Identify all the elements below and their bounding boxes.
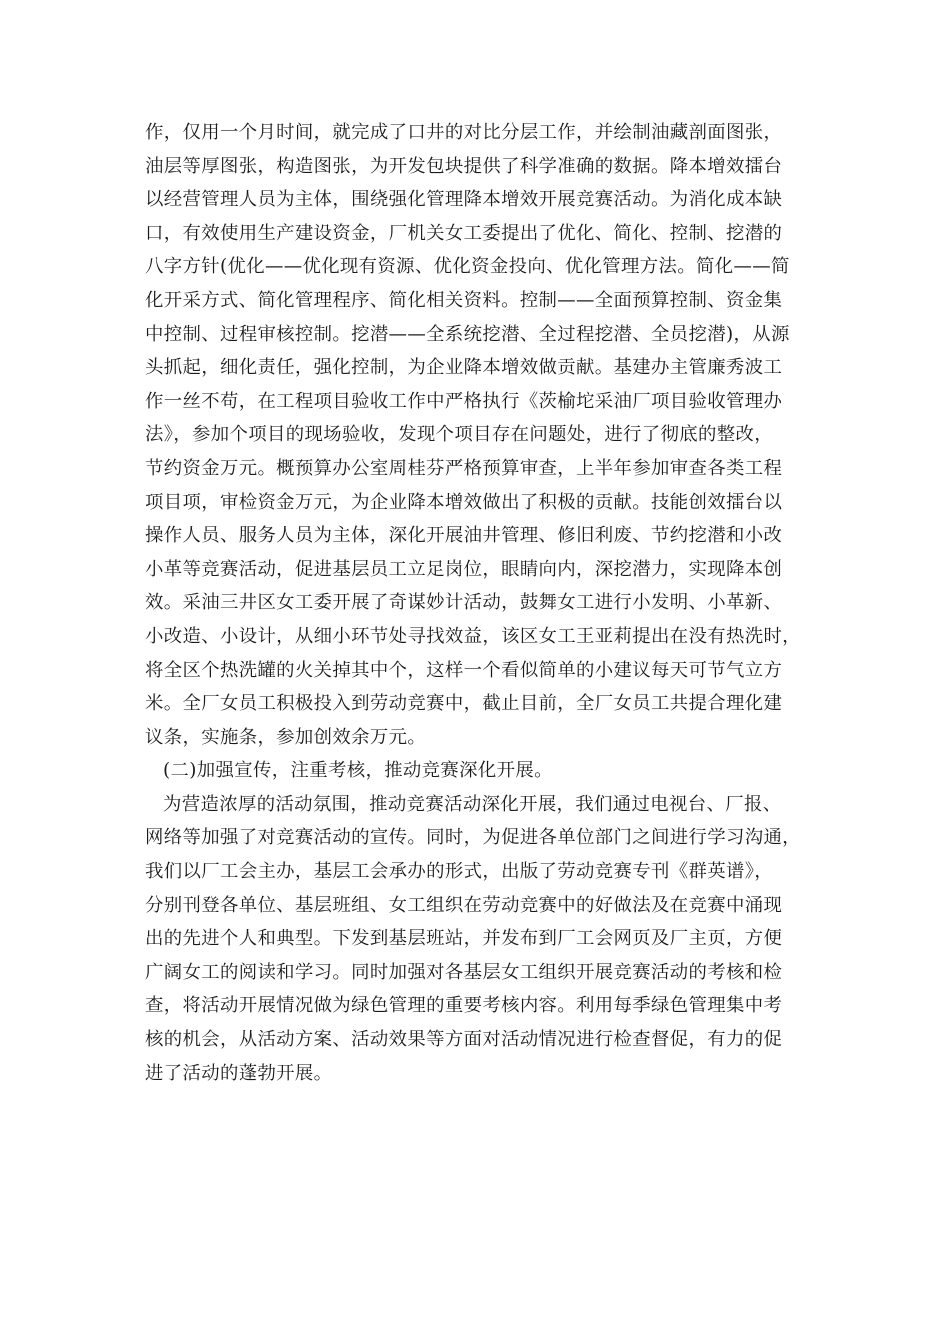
text-line: 网络等加强了对竞赛活动的宣传。同时，为促进各单位部门之间进行学习沟通， [145, 827, 801, 849]
text-line: 我们以厂工会主办，基层工会承办的形式，出版了劳动竞赛专刊《群英谱》， [145, 861, 773, 883]
text-line: 作，仅用一个月时间，就完成了口井的对比分层工作，并绘制油藏剖面图张， [145, 122, 783, 143]
text-line: 法》，参加个项目的现场验收，发现个项目存在问题处，进行了彻底的整改， [145, 424, 773, 446]
text-line: 议条，实施条，参加创效余万元。 [145, 726, 427, 748]
text-line: (二)加强宣传，注重考核，推动竞赛深化开展。 [163, 760, 553, 782]
text-line: 项目项，审检资金万元，为企业降本增效做出了积极的贡献。技能创效擂台以 [145, 491, 783, 513]
text-line: 小革等竞赛活动，促进基层员工立足岗位，眼睛向内，深挖潜力，实现降本创 [145, 558, 783, 580]
paragraph-p1 [145, 116, 815, 754]
text-line: 分别刊登各单位、基层班组、女工组织在劳动竞赛中的好做法及在竞赛中涌现 [145, 894, 783, 916]
text-line: 八字方针(优化——优化现有资源、优化资金投向、优化管理方法。简化——简 [145, 256, 790, 278]
text-line: 油层等厚图张，构造图张，为开发包块提供了科学准确的数据。降本增效擂台 [145, 155, 783, 177]
text-line: 广阔女工的阅读和学习。同时加强对各基层女工组织开展竞赛活动的考核和检 [145, 961, 783, 983]
body-text [145, 116, 815, 1090]
text-line: 头抓起，细化责任，强化控制，为企业降本增效做贡献。基建办主管廉秀波工 [145, 357, 783, 379]
text-line: 化开采方式、简化管理程序、简化相关资料。控制——全面预算控制、资金集 [145, 289, 783, 311]
text-line: 小改造、小设计，从细小环节处寻找效益，该区女工王亚莉提出在没有热洗时， [145, 625, 801, 647]
text-line: 将全区个热洗罐的火关掉其中个，这样一个看似简单的小建议每天可节气立方 [145, 659, 783, 681]
text-line: 进了活动的蓬勃开展。 [145, 1062, 333, 1084]
text-line: 核的机会，从活动方案、活动效果等方面对活动情况进行检查督促，有力的促 [145, 1029, 783, 1051]
paragraph-p2 [145, 754, 815, 788]
text-line: 中控制、过程审核控制。挖潜——全系统挖潜、全过程挖潜、全员挖潜)，从源 [145, 323, 790, 345]
text-line: 为营造浓厚的活动氛围，推动竞赛活动深化开展，我们通过电视台、厂报、 [163, 793, 782, 815]
paragraph-p3 [145, 788, 815, 1090]
text-line: 口，有效使用生产建设资金，厂机关女工委提出了优化、简化、控制、挖潜的 [145, 222, 783, 244]
text-line: 操作人员、服务人员为主体，深化开展油井管理、修旧利废、节约挖潜和小改 [145, 525, 783, 547]
text-line: 出的先进个人和典型。下发到基层班站，并发布到厂工会网页及厂主页，方便 [145, 928, 783, 950]
text-line: 米。全厂女员工积极投入到劳动竞赛中，截止目前，全厂女员工共提合理化建 [145, 693, 783, 715]
text-line: 效。采油三井区女工委开展了奇谋妙计活动，鼓舞女工进行小发明、小革新、 [145, 592, 783, 614]
text-line: 查，将活动开展情况做为绿色管理的重要考核内容。利用每季绿色管理集中考 [145, 995, 783, 1017]
text-line: 以经营管理人员为主体，围绕强化管理降本增效开展竞赛活动。为消化成本缺 [145, 189, 783, 211]
text-line: 节约资金万元。概预算办公室周桂芬严格预算审查，上半年参加审查各类工程 [145, 457, 783, 479]
text-line: 作一丝不苟，在工程项目验收工作中严格执行《茨榆坨采油厂项目验收管理办 [145, 390, 783, 412]
